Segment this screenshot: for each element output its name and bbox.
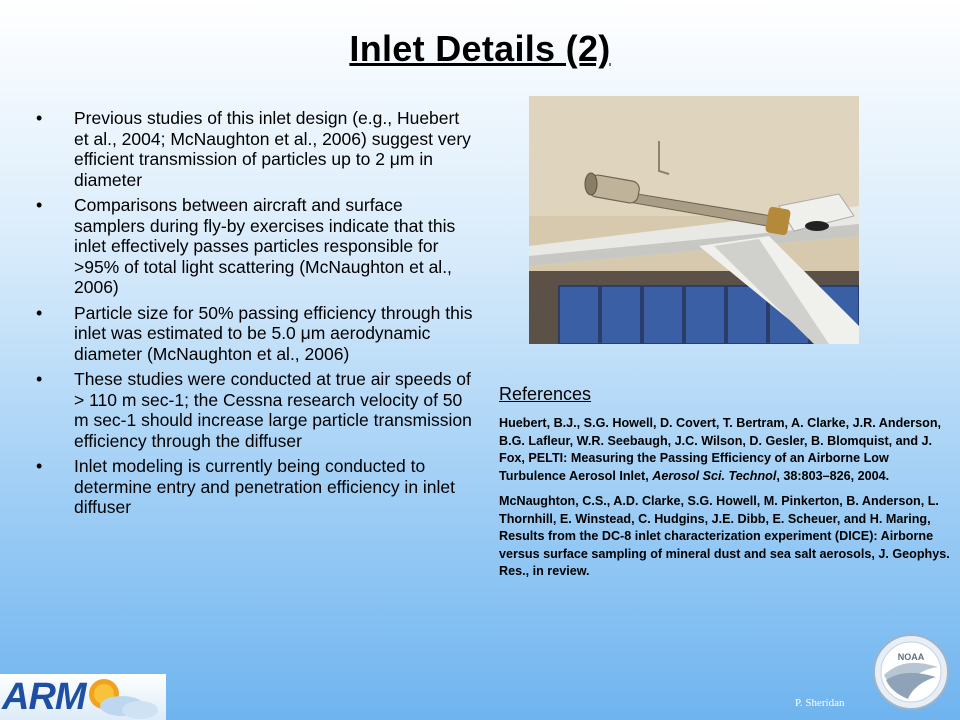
author-credit: P. Sheridan xyxy=(795,697,845,709)
references-heading: References xyxy=(499,384,592,404)
arm-logo xyxy=(0,674,166,720)
arm-logo-text: ARM xyxy=(2,676,86,718)
noaa-logo xyxy=(872,633,950,711)
bullet-item: • Previous studies of this inlet design (e.g., Huebert et al., 2004; McNaughton et al., 2006) suggest very efficient transmission of particles up to 2 μm in diameter xyxy=(34,108,474,190)
noaa-logo-text: NOAA xyxy=(897,652,925,662)
slide-title: Inlet Details (2) xyxy=(349,28,611,69)
reference-text: , 38:803–826, 2004. xyxy=(776,468,890,483)
bullet-item: • Comparisons between aircraft and surface samplers during fly-by exercises indicate that this inlet effectively passes particles responsible for >95% of total light scattering (McNaughton et al., 2006) xyxy=(34,195,474,298)
references-section xyxy=(499,384,957,589)
bullet-item: • Particle size for 50% passing efficiency through this inlet was estimated to be 5.0 μm aerodynamic diameter (McNaughton et al., 2006) xyxy=(34,303,474,365)
reference-text: Huebert, B.J., S.G. Howell, D. Covert, T. Bertram, A. Clarke, J.R. Anderson, B.G. Lafleur, W.R. Seebaugh, J.C. Wilson, D. Gesler, B. Blomquist, and J. Fox, PELTI: Measuring the Passing Efficiency of an Airborne Low Turbulence Aerosol Inlet, xyxy=(499,416,942,483)
inlet-photo xyxy=(529,96,859,344)
reference-item xyxy=(499,415,957,485)
sun-cloud-icon xyxy=(82,674,162,720)
bullet-item: • These studies were conducted at true air speeds of > 110 m sec-1; the Cessna research velocity of 50 m sec-1 should increase large particle transmission efficiency through the diffuser xyxy=(34,369,474,451)
bullet-item: • Inlet modeling is currently being conducted to determine entry and penetration efficiency in inlet diffuser xyxy=(34,456,474,518)
reference-item xyxy=(499,493,957,581)
reference-journal: Aerosol Sci. Technol xyxy=(652,468,777,483)
bullet-list xyxy=(34,108,474,523)
reference-text: McNaughton, C.S., A.D. Clarke, S.G. Howell, M. Pinkerton, B. Anderson, L. Thornhill, E. Winstead, C. Hudgins, J.E. Dibb, E. Scheuer, and H. Maring, Results from the DC-8 inlet characterization experiment (DICE): Airborne versus surface sampling of mineral dust and sea salt aerosols, J. Geophys. Res., in review. xyxy=(499,494,950,578)
